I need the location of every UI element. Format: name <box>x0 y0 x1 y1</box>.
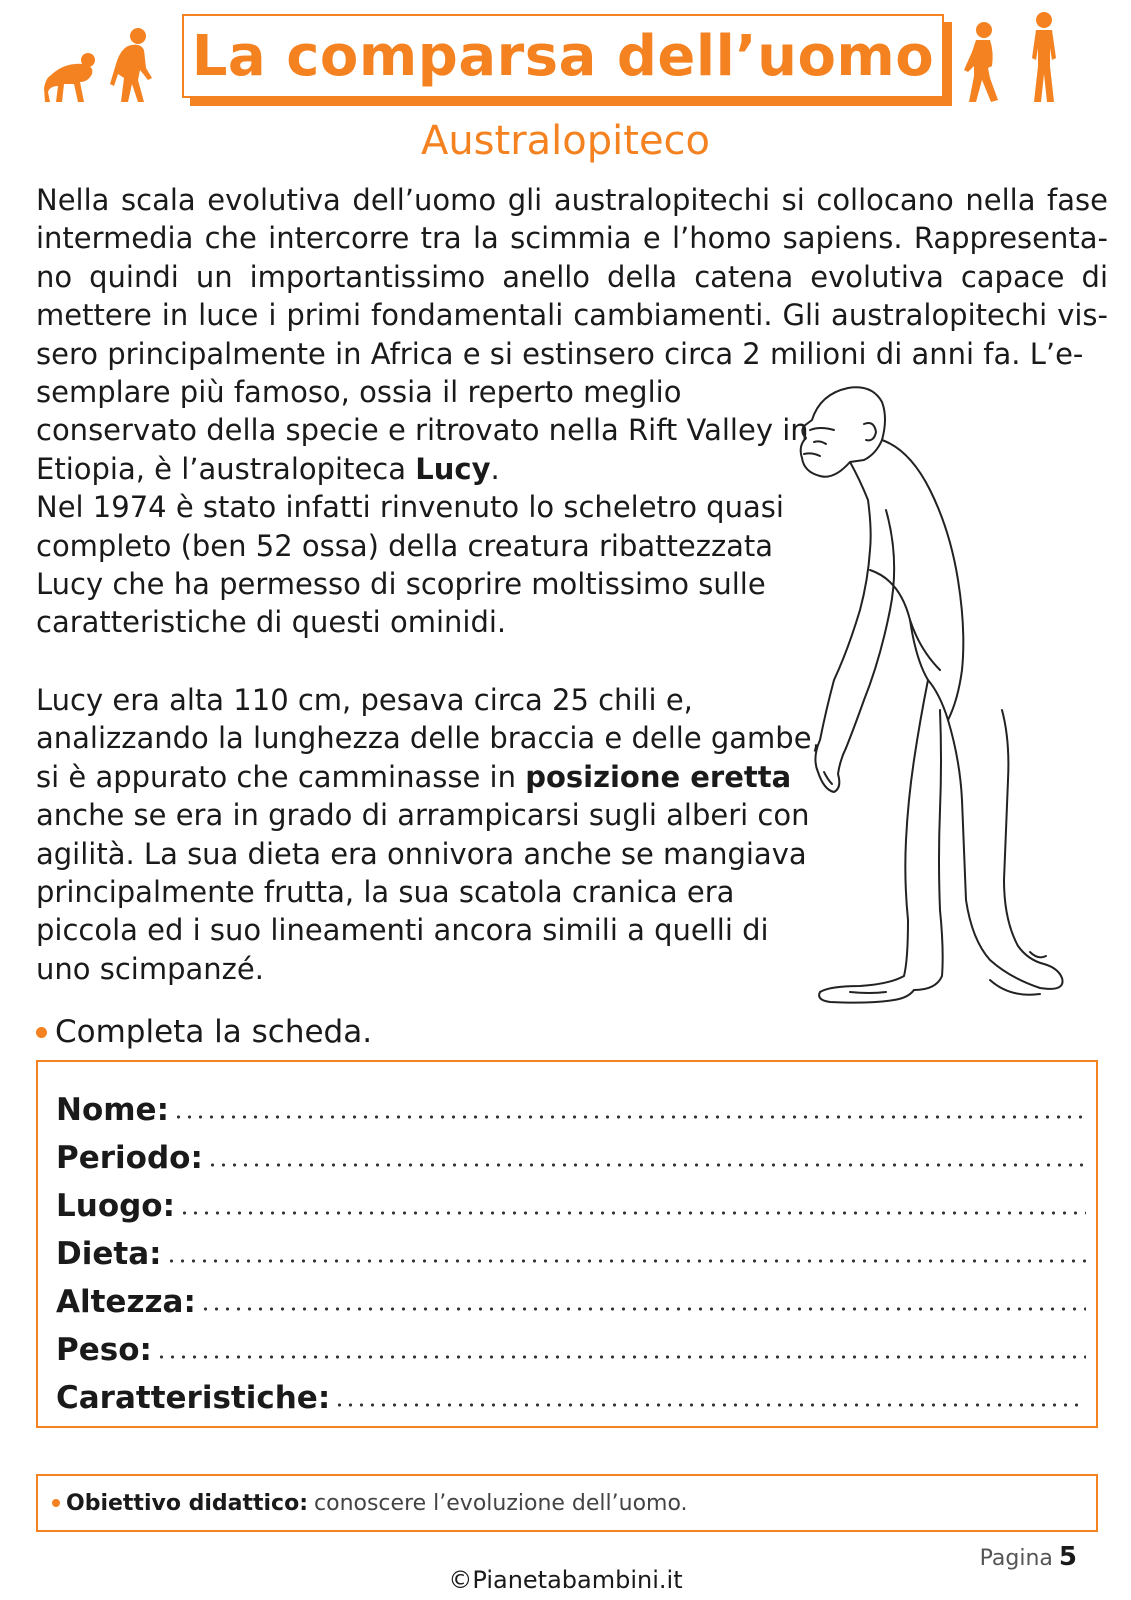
features-text-end: anche se era in grado di arrampicarsi sugli alberi con agilità. La sua dieta era onnivora anche se mangiava principalmente frutta, la sua scatola cranica era piccola ed i suo lineamenti ancora simili a quelli di uno scimpanzé. <box>36 798 810 986</box>
form-row-caratteristiche[interactable] <box>56 1372 1086 1416</box>
task-text: Completa la scheda. <box>55 1014 373 1050</box>
fill-in-line[interactable] <box>166 1258 1086 1264</box>
form-label: Luogo: <box>56 1188 176 1224</box>
evolution-hominid-icon <box>108 28 156 104</box>
evolution-standing-man-icon <box>1024 12 1064 104</box>
objective-box <box>36 1474 1098 1532</box>
fill-in-line[interactable] <box>173 1114 1086 1120</box>
features-paragraph <box>36 681 826 988</box>
bullet-icon <box>52 1499 60 1507</box>
page-label: Pagina <box>979 1546 1053 1571</box>
section-subtitle: Australopiteco <box>420 118 711 164</box>
lucy-text: semplare più famoso, ossia il reperto meglio conservato della specie e ritrovato nella Rift Valley in Etiopia, è l’australopiteca <box>36 375 809 486</box>
worksheet-form <box>36 1060 1098 1428</box>
intro-text: Nella scala evolutiva dell’uomo gli australopitechi si collocano nella fase intermedia che intercorre tra la scimmia e l’homo sapiens. Rappresenta-no quindi un importantissimo anello della catena evolutiva capace di mettere in luce i primi fondamentali cambiamenti. Gli australopitechi vis-sero principalmente in Africa e si estinsero circa 2 milioni di anni fa. L’e- <box>36 183 1108 371</box>
title-banner <box>182 14 944 98</box>
form-row-altezza[interactable] <box>56 1276 1086 1320</box>
form-row-periodo[interactable] <box>56 1132 1086 1176</box>
fill-in-line[interactable] <box>179 1210 1086 1216</box>
objective-label: Obiettivo didattico: <box>66 1490 309 1516</box>
form-row-dieta[interactable] <box>56 1228 1086 1272</box>
form-label: Nome: <box>56 1092 169 1128</box>
lucy-name: Lucy <box>415 451 491 486</box>
form-label: Dieta: <box>56 1236 162 1272</box>
fill-in-line[interactable] <box>200 1306 1086 1312</box>
lucy-paragraph <box>36 373 816 642</box>
page-number-value: 5 <box>1058 1542 1077 1572</box>
evolution-ape-icon <box>44 52 102 104</box>
evolution-walking-man-icon <box>960 22 1004 104</box>
page-title: La comparsa dell’uomo <box>191 23 935 89</box>
fill-in-line[interactable] <box>207 1162 1086 1168</box>
form-label: Altezza: <box>56 1284 196 1320</box>
fill-in-line[interactable] <box>156 1354 1086 1360</box>
upright-posture: posizione eretta <box>525 759 792 794</box>
discovery-text: Nel 1974 è stato infatti rinvenuto lo scheletro quasi completo (ben 52 ossa) della creatura ribattezzata Lucy che ha permesso di scoprire moltissimo sulle caratteristiche di questi ominidi. <box>36 490 784 640</box>
form-row-peso[interactable] <box>56 1324 1086 1368</box>
form-row-luogo[interactable] <box>56 1180 1086 1224</box>
features-text: Lucy era alta 110 cm, pesava circa 25 chili e, analizzando la lunghezza delle braccia e delle gambe, si è appurato che camminasse in <box>36 683 821 794</box>
fill-in-line[interactable] <box>334 1402 1086 1408</box>
form-label: Caratteristiche: <box>56 1380 331 1416</box>
australopithecus-illustration <box>790 380 1090 1020</box>
form-label: Peso: <box>56 1332 152 1368</box>
task-instruction <box>36 1014 372 1050</box>
form-label: Periodo: <box>56 1140 203 1176</box>
objective-text: conoscere l’evoluzione dell’uomo. <box>314 1490 688 1516</box>
form-row-nome[interactable] <box>56 1084 1086 1128</box>
bullet-icon <box>36 1027 47 1038</box>
lucy-text-end: . <box>490 451 500 486</box>
intro-paragraph <box>36 181 1108 373</box>
copyright[interactable]: ©Pianetabambini.it <box>448 1566 683 1594</box>
